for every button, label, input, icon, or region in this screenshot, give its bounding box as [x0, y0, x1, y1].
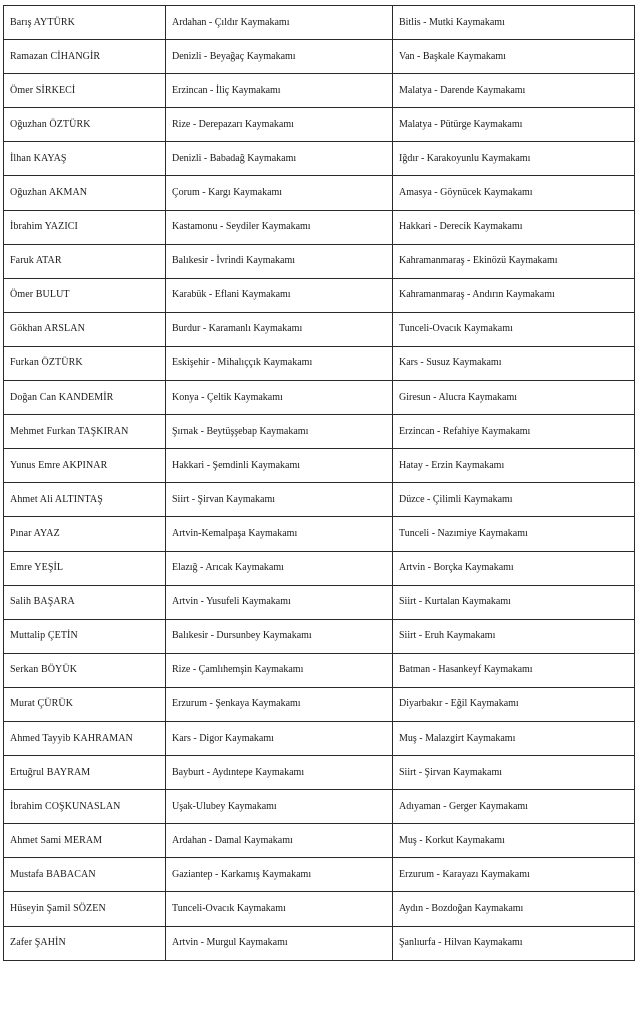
new-post-cell: Amasya - Göynücek Kaymakamı: [393, 176, 635, 210]
new-post-cell: Diyarbakır - Eğil Kaymakamı: [393, 687, 635, 721]
current-post-cell: Konya - Çeltik Kaymakamı: [166, 381, 393, 415]
person-name-cell: İlhan KAYAŞ: [4, 142, 166, 176]
current-post-cell: Çorum - Kargı Kaymakamı: [166, 176, 393, 210]
new-post-cell: Muş - Malazgirt Kaymakamı: [393, 721, 635, 755]
table-row: [4, 585, 635, 619]
new-post-cell: Malatya - Pütürge Kaymakamı: [393, 108, 635, 142]
current-post-cell: Erzurum - Şenkaya Kaymakamı: [166, 687, 393, 721]
current-post-cell: Elazığ - Arıcak Kaymakamı: [166, 551, 393, 585]
person-name-cell: Serkan BÖYÜK: [4, 653, 166, 687]
person-name-cell: Barış AYTÜRK: [4, 6, 166, 40]
current-post-cell: Siirt - Şirvan Kaymakamı: [166, 483, 393, 517]
new-post-cell: Düzce - Çilimli Kaymakamı: [393, 483, 635, 517]
table-row: [4, 721, 635, 755]
person-name-cell: Furkan ÖZTÜRK: [4, 346, 166, 380]
new-post-cell: Siirt - Şirvan Kaymakamı: [393, 756, 635, 790]
table-row: [4, 278, 635, 312]
person-name-cell: Oğuzhan AKMAN: [4, 176, 166, 210]
table-row: [4, 74, 635, 108]
current-post-cell: Denizli - Babadağ Kaymakamı: [166, 142, 393, 176]
new-post-cell: Van - Başkale Kaymakamı: [393, 40, 635, 74]
new-post-cell: Siirt - Kurtalan Kaymakamı: [393, 585, 635, 619]
table-row: [4, 687, 635, 721]
table-row: [4, 551, 635, 585]
new-post-cell: Bitlis - Mutki Kaymakamı: [393, 6, 635, 40]
person-name-cell: Ertuğrul BAYRAM: [4, 756, 166, 790]
table-row: [4, 892, 635, 926]
new-post-cell: Artvin - Borçka Kaymakamı: [393, 551, 635, 585]
person-name-cell: Gökhan ARSLAN: [4, 312, 166, 346]
new-post-cell: Tunceli - Nazımiye Kaymakamı: [393, 517, 635, 551]
table-row: [4, 858, 635, 892]
table-row: [4, 6, 635, 40]
current-post-cell: Kastamonu - Seydiler Kaymakamı: [166, 210, 393, 244]
current-post-cell: Eskişehir - Mihalıççık Kaymakamı: [166, 346, 393, 380]
current-post-cell: Artvin - Yusufeli Kaymakamı: [166, 585, 393, 619]
current-post-cell: Tunceli-Ovacık Kaymakamı: [166, 892, 393, 926]
current-post-cell: Uşak-Ulubey Kaymakamı: [166, 790, 393, 824]
current-post-cell: Balıkesir - İvrindi Kaymakamı: [166, 244, 393, 278]
current-post-cell: Kars - Digor Kaymakamı: [166, 721, 393, 755]
person-name-cell: Ahmet Ali ALTINTAŞ: [4, 483, 166, 517]
current-post-cell: Burdur - Karamanlı Kaymakamı: [166, 312, 393, 346]
person-name-cell: Yunus Emre AKPINAR: [4, 449, 166, 483]
person-name-cell: Oğuzhan ÖZTÜRK: [4, 108, 166, 142]
person-name-cell: Faruk ATAR: [4, 244, 166, 278]
current-post-cell: Gaziantep - Karkamış Kaymakamı: [166, 858, 393, 892]
new-post-cell: Adıyaman - Gerger Kaymakamı: [393, 790, 635, 824]
table-row: [4, 346, 635, 380]
current-post-cell: Artvin - Murgul Kaymakamı: [166, 926, 393, 960]
person-name-cell: Ramazan CİHANGİR: [4, 40, 166, 74]
table-row: [4, 449, 635, 483]
person-name-cell: Salih BAŞARA: [4, 585, 166, 619]
current-post-cell: Ardahan - Damal Kaymakamı: [166, 824, 393, 858]
person-name-cell: Mustafa BABACAN: [4, 858, 166, 892]
person-name-cell: Mehmet Furkan TAŞKIRAN: [4, 415, 166, 449]
table-row: [4, 824, 635, 858]
new-post-cell: Iğdır - Karakoyunlu Kaymakamı: [393, 142, 635, 176]
person-name-cell: İbrahim COŞKUNASLAN: [4, 790, 166, 824]
current-post-cell: Balıkesir - Dursunbey Kaymakamı: [166, 619, 393, 653]
person-name-cell: Pınar AYAZ: [4, 517, 166, 551]
current-post-cell: Artvin-Kemalpaşa Kaymakamı: [166, 517, 393, 551]
person-name-cell: İbrahim YAZICI: [4, 210, 166, 244]
table-row: [4, 108, 635, 142]
new-post-cell: Kars - Susuz Kaymakamı: [393, 346, 635, 380]
new-post-cell: Giresun - Alucra Kaymakamı: [393, 381, 635, 415]
current-post-cell: Erzincan - İliç Kaymakamı: [166, 74, 393, 108]
table-row: [4, 926, 635, 960]
new-post-cell: Tunceli-Ovacık Kaymakamı: [393, 312, 635, 346]
person-name-cell: Zafer ŞAHİN: [4, 926, 166, 960]
table-row: [4, 381, 635, 415]
appointment-table-body: [4, 6, 635, 961]
new-post-cell: Erzurum - Karayazı Kaymakamı: [393, 858, 635, 892]
table-row: [4, 517, 635, 551]
person-name-cell: Murat ÇÜRÜK: [4, 687, 166, 721]
new-post-cell: Kahramanmaraş - Andırın Kaymakamı: [393, 278, 635, 312]
person-name-cell: Doğan Can KANDEMİR: [4, 381, 166, 415]
person-name-cell: Ahmet Sami MERAM: [4, 824, 166, 858]
person-name-cell: Ömer BULUT: [4, 278, 166, 312]
current-post-cell: Ardahan - Çıldır Kaymakamı: [166, 6, 393, 40]
new-post-cell: Malatya - Darende Kaymakamı: [393, 74, 635, 108]
table-row: [4, 176, 635, 210]
table-row: [4, 312, 635, 346]
new-post-cell: Siirt - Eruh Kaymakamı: [393, 619, 635, 653]
table-row: [4, 483, 635, 517]
new-post-cell: Batman - Hasankeyf Kaymakamı: [393, 653, 635, 687]
person-name-cell: Emre YEŞİL: [4, 551, 166, 585]
current-post-cell: Karabük - Eflani Kaymakamı: [166, 278, 393, 312]
new-post-cell: Aydın - Bozdoğan Kaymakamı: [393, 892, 635, 926]
person-name-cell: Ahmed Tayyib KAHRAMAN: [4, 721, 166, 755]
current-post-cell: Rize - Derepazarı Kaymakamı: [166, 108, 393, 142]
person-name-cell: Muttalip ÇETİN: [4, 619, 166, 653]
new-post-cell: Kahramanmaraş - Ekinözü Kaymakamı: [393, 244, 635, 278]
table-row: [4, 790, 635, 824]
table-row: [4, 244, 635, 278]
table-row: [4, 40, 635, 74]
appointment-table: [3, 5, 635, 961]
current-post-cell: Hakkari - Şemdinli Kaymakamı: [166, 449, 393, 483]
table-row: [4, 415, 635, 449]
new-post-cell: Şanlıurfa - Hilvan Kaymakamı: [393, 926, 635, 960]
new-post-cell: Muş - Korkut Kaymakamı: [393, 824, 635, 858]
new-post-cell: Hakkari - Derecik Kaymakamı: [393, 210, 635, 244]
table-row: [4, 756, 635, 790]
person-name-cell: Hüseyin Şamil SÖZEN: [4, 892, 166, 926]
table-row: [4, 142, 635, 176]
person-name-cell: Ömer SİRKECİ: [4, 74, 166, 108]
current-post-cell: Bayburt - Aydıntepe Kaymakamı: [166, 756, 393, 790]
table-row: [4, 210, 635, 244]
current-post-cell: Rize - Çamlıhemşin Kaymakamı: [166, 653, 393, 687]
table-row: [4, 619, 635, 653]
current-post-cell: Şırnak - Beytüşşebap Kaymakamı: [166, 415, 393, 449]
table-row: [4, 653, 635, 687]
current-post-cell: Denizli - Beyağaç Kaymakamı: [166, 40, 393, 74]
new-post-cell: Erzincan - Refahiye Kaymakamı: [393, 415, 635, 449]
new-post-cell: Hatay - Erzin Kaymakamı: [393, 449, 635, 483]
